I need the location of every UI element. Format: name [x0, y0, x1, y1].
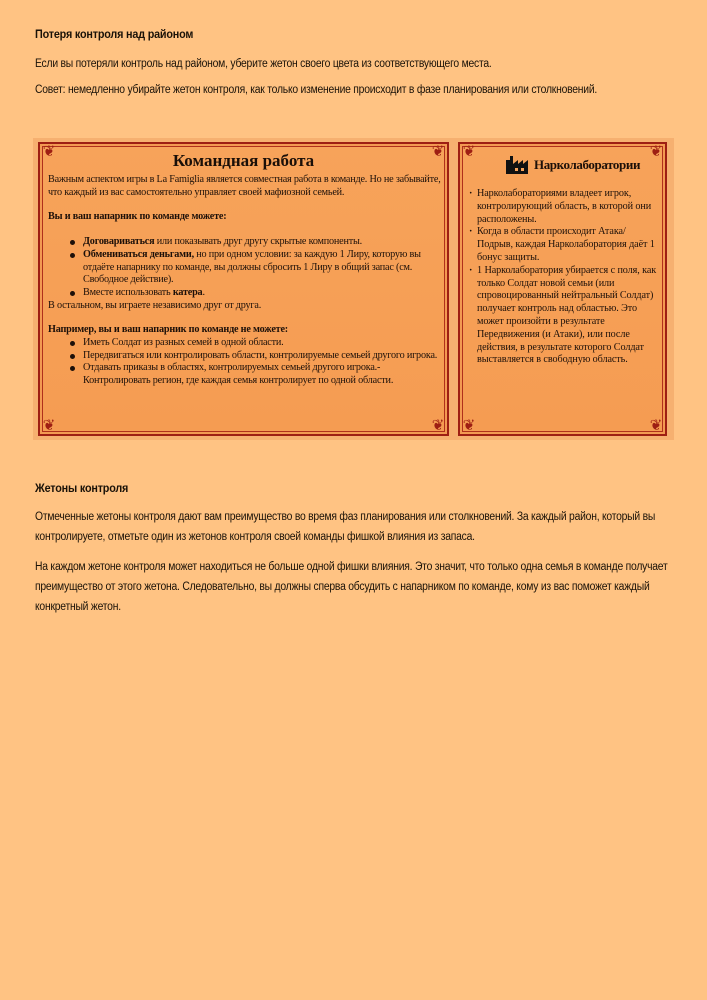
teamwork-box: [38, 142, 449, 436]
list-item: · Когда в области происходит Атака/Подрыв, каждая Нарколаборатория даёт 1 бонус защиты.: [469, 226, 661, 264]
drug-labs-title: Нарколаборатории: [534, 157, 641, 172]
teamwork-title: Командная работа: [172, 151, 315, 170]
control-loss-paragraph-1: Если вы потеряли контроль над районом, уберите жетон своего цвета из соответствующего места.: [35, 58, 492, 70]
teamwork-otherwise: В остальном, вы играете независимо друг от друга.: [48, 299, 262, 311]
control-loss-heading: Потеря контроля над районом: [35, 27, 194, 41]
ornament-icon: ❦: [431, 418, 445, 434]
list-item: · 1 Нарколаборатория убирается с поля, как только Солдат новой семьи (или спровоцированный нейтральный Солдат) получает контроль над областью. Это может произойти в результате Передвижения (и Атаки), или после действия, в результате которого Солдат выставляется в свободную область.: [469, 265, 661, 367]
ornament-icon: ❦: [462, 418, 476, 434]
list-item: Передвигаться или контролировать области, контролируемые семьей другого игрока.: [70, 350, 444, 363]
control-tokens-heading: Жетоны контроля: [35, 481, 129, 495]
teamwork-intro: Важным аспектом игры в La Famiglia является совместная работа в команде. Но не забывайте, что каждый из вас самостоятельно управляет своей мафиозной семьей.: [48, 174, 441, 198]
list-item: · Нарколабораториями владеет игрок, контролирующий область, в которой они расположены.: [469, 188, 661, 226]
control-tokens-paragraph-1: Отмеченные жетоны контроля дают вам преимущество во время фаз планирования или столкновений. За каждый район, который вы контролируете, отметьте один из жетонов контроля своей команды фишкой влияния из запаса.: [35, 511, 656, 543]
control-tokens-paragraph-2: На каждом жетоне контроля может находиться не больше одной фишки влияния. Это значит, что только одна семья в команде получает преимущество от этого жетона. Следовательно, вы должны сперва обсудить с напарником по команде, кому из вас поможет каждый конкретный жетон.: [35, 561, 668, 613]
drug-labs-header: [506, 156, 640, 174]
ornament-icon: ❦: [649, 418, 663, 434]
teamwork-can-heading: Вы и ваш напарник по команде можете:: [48, 211, 227, 223]
control-loss-section: [35, 27, 675, 100]
drug-labs-box: [458, 142, 667, 436]
teamwork-cannot-list: [70, 337, 444, 388]
control-loss-tip: Совет: немедленно убирайте жетон контроля, как только изменение происходит в фазе планирования или столкновений.: [35, 84, 598, 96]
ornament-icon: ❦: [42, 418, 56, 434]
drug-labs-list: [469, 188, 661, 367]
control-tokens-section: [35, 481, 675, 617]
factory-icon: [506, 156, 530, 174]
list-item: Иметь Солдат из разных семей в одной области.: [70, 337, 444, 350]
teamwork-body: [48, 174, 444, 388]
list-item: Обмениваться деньгами, но при одном условии: за каждую 1 Лиру, которую вы отдаёте напарнику по команде, вы должны сбросить 1 Лиру в общий запас (см. Свободное действие).: [70, 249, 444, 287]
ornament-icon: ❦: [462, 144, 476, 160]
list-item: Отдавать приказы в областях, контролируемых семьей другого игрока.- Контролировать регион, где каждая семья контролирует по одной области.: [70, 362, 444, 387]
list-item: Договариваться или показывать друг другу скрытые компоненты.: [70, 236, 444, 249]
list-item: Вместе использовать катера.: [70, 287, 444, 300]
teamwork-cannot-heading: Например, вы и ваш напарник по команде не можете:: [48, 324, 288, 336]
ornament-icon: ❦: [649, 144, 663, 160]
ornament-icon: ❦: [42, 144, 56, 160]
teamwork-can-list: [70, 236, 444, 300]
ornament-icon: ❦: [431, 144, 445, 160]
